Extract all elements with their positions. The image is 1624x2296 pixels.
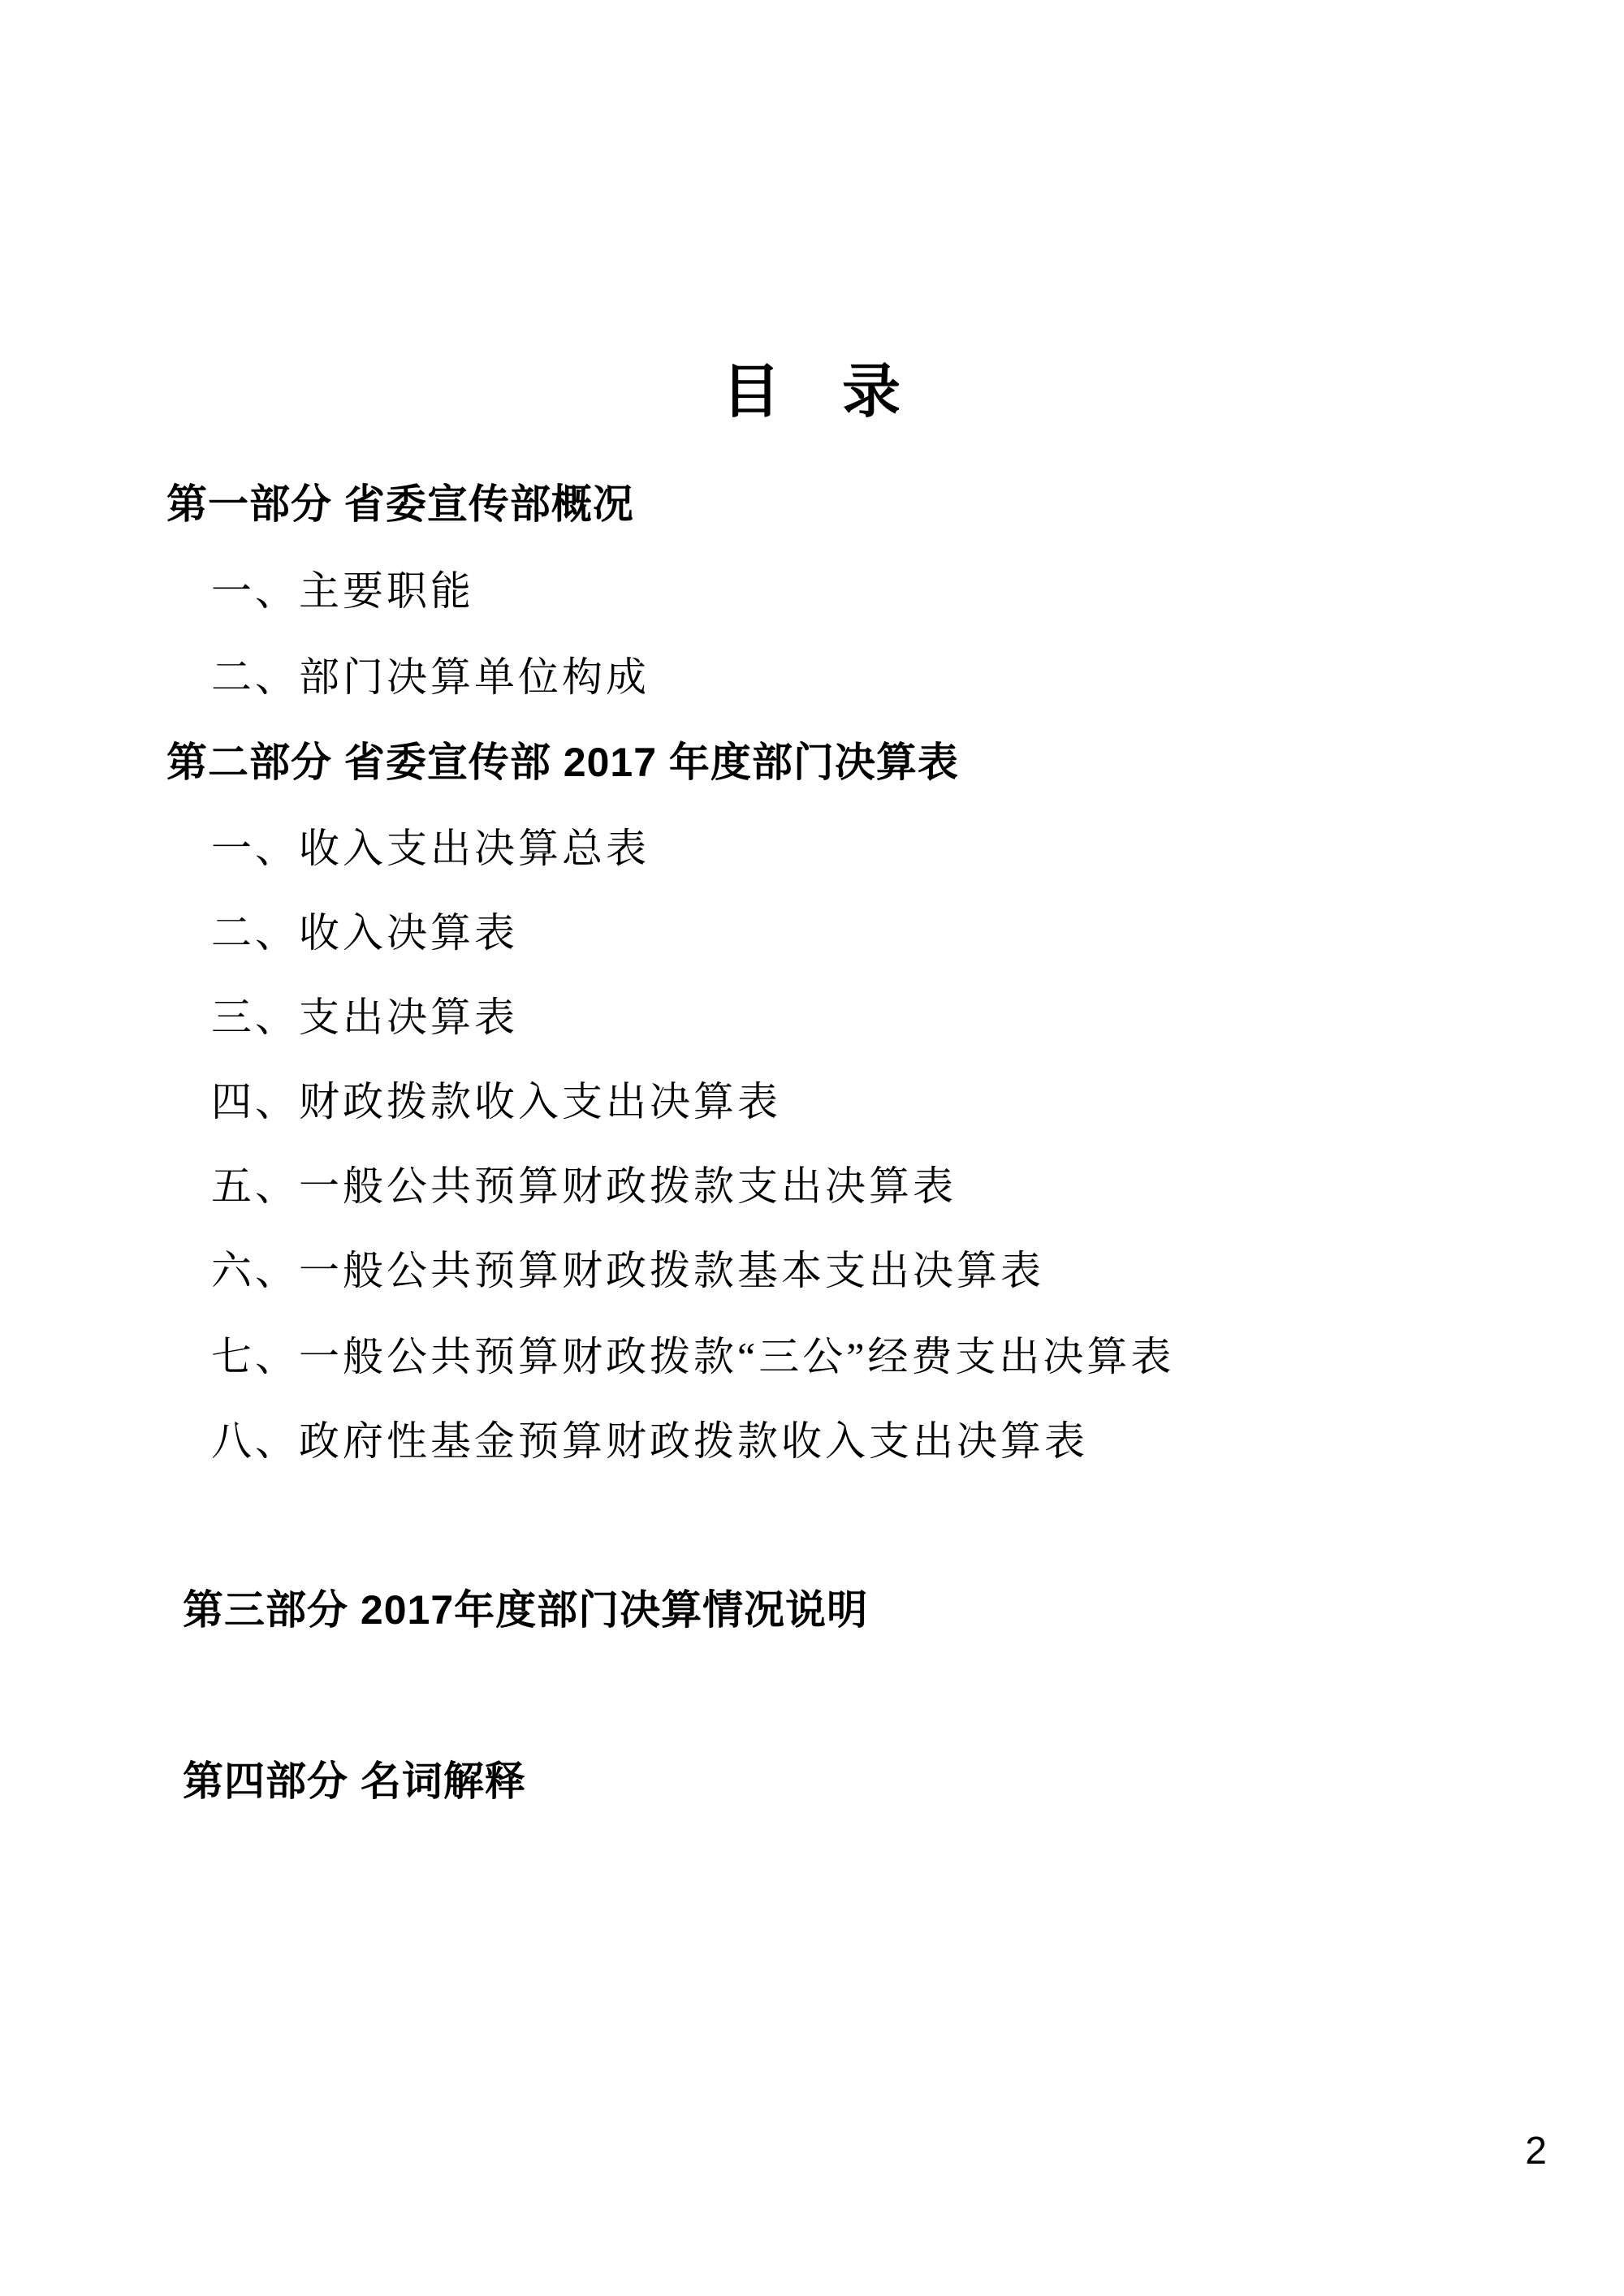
toc-item: 八、政府性基金预算财政拨款收入支出决算表 (211, 1418, 1088, 1464)
toc-item: 六、一般公共预算财政拨款基本支出决算表 (211, 1248, 1044, 1293)
section-heading-part3: 第三部分 2017年度部门决算情况说明 (183, 1587, 869, 1633)
section-heading-part4: 第四部分 名词解释 (183, 1759, 526, 1804)
page-title: 目 录 (721, 360, 902, 425)
toc-item: 五、一般公共预算财政拨款支出决算表 (211, 1163, 957, 1209)
page-number: 2 (1525, 2130, 1547, 2173)
toc-item: 一、主要职能 (211, 568, 474, 614)
toc-item: 七、一般公共预算财政拨款“三公”经费支出决算表 (211, 1334, 1175, 1379)
toc-item: 二、部门决算单位构成 (211, 654, 650, 700)
toc-item: 四、财政拨款收入支出决算表 (211, 1079, 781, 1124)
toc-item: 三、支出决算表 (211, 995, 518, 1040)
toc-item: 一、收入支出决算总表 (211, 826, 650, 871)
section-heading-part2: 第二部分 省委宣传部 2017 年度部门决算表 (166, 740, 959, 785)
toc-item: 二、收入决算表 (211, 910, 518, 956)
section-heading-part1: 第一部分 省委宣传部概况 (166, 481, 634, 527)
